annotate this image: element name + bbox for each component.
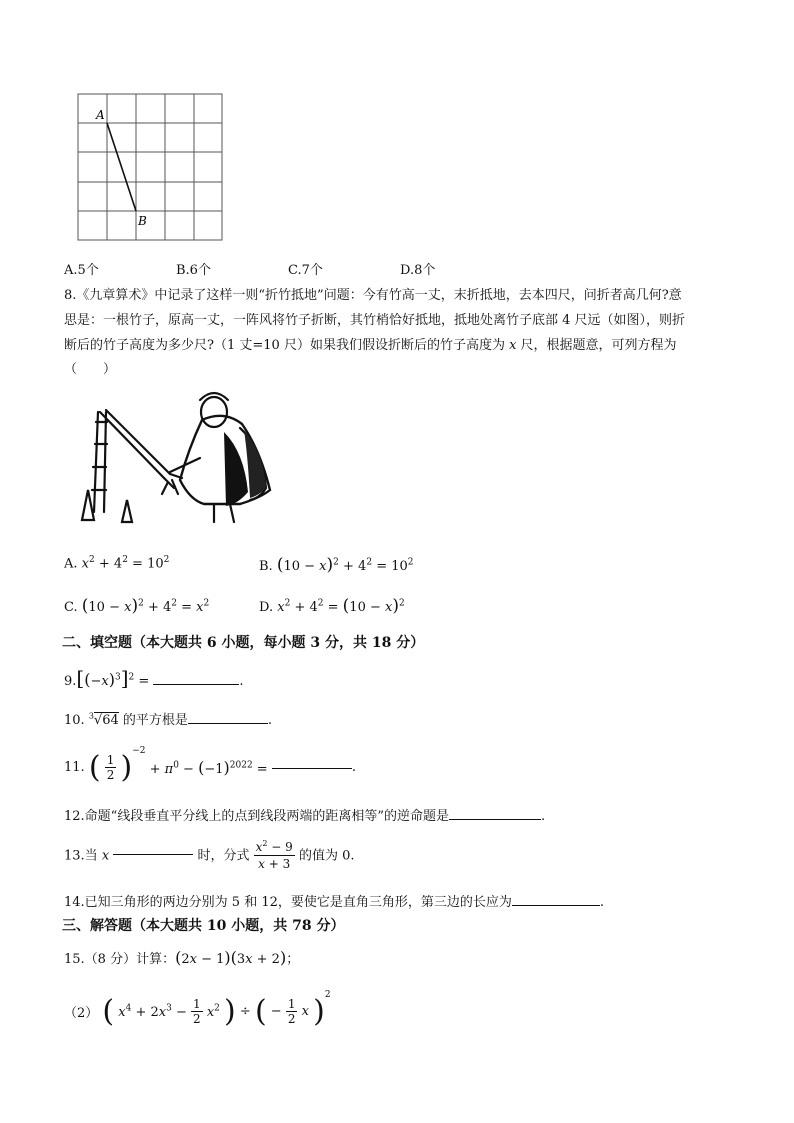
q7-option-d: D.8个 xyxy=(400,263,436,278)
q7-option-a: A.5个 xyxy=(64,263,99,278)
q8-line3: 断后的竹子高度为多少尺?（1 丈=10 尺）如果我们假设折断后的竹子高度为 x 尺，根据题意，可列方程为 xyxy=(64,338,677,353)
section3-title: 三、解答题（本大题共 10 小题，共 78 分） xyxy=(62,918,345,934)
q11: 11. ( $\frac{1}{2}$ )$^{-2} + \pi^0 - (-1)^{2022}$ = . xyxy=(64,746,356,785)
q15: 15.（8 分）计算：(2x − 1)(3x + 2)； xyxy=(64,948,300,967)
q7-option-c: C.7个 xyxy=(288,263,323,278)
point-b-label: B xyxy=(138,214,147,228)
q10: 10. $^3$√64 的平方根是 . xyxy=(64,711,273,728)
q9: $9.[(-x)^3]^2$ = . xyxy=(64,666,244,690)
q13: 13.当 x 时，分式 $\frac{x^2 - 9}{x + 3}$ 的值为 0. xyxy=(64,836,354,876)
q8-option-a: A. $x^2 + 4^2 = 10^2$ xyxy=(64,555,170,572)
q8-option-d: D. $x^2 + 4^2 = (10 - x)^2$ xyxy=(259,596,405,616)
section2-title: 二、填空题（本大题共 6 小题，每小题 3 分，共 18 分） xyxy=(62,635,425,651)
q7-option-b: B.6个 xyxy=(176,263,211,278)
q15-part2: （2） ( $x^4 + 2x^3$ − $\frac{1}{2}$ $x^2$ ) ÷ ( − $\frac{1}{2}$ x )$^2$ xyxy=(64,990,331,1029)
q8-option-c: C. $(10 - x)^2 + 4^2 = x^2$ xyxy=(64,596,210,616)
q8-line1: 8.《九章算术》中记录了这样一则“折竹抵地”问题：今有竹高一丈，末折抵地，去本四尺，问折者高几何?意 xyxy=(64,288,682,303)
bamboo-illustration xyxy=(74,382,286,542)
q8-answer-paren: （ ） xyxy=(64,362,117,377)
q12: 12.命题“线段垂直平分线上的点到线段两端的距离相等”的逆命题是 . xyxy=(64,809,546,824)
q14: 14.已知三角形的两边分别为 5 和 12，要使它是直角三角形，第三边的长应为 . xyxy=(64,895,605,910)
point-a-label: A xyxy=(96,108,105,122)
grid-figure xyxy=(74,92,224,244)
q8-option-b: B. $(10 - x)^2 + 4^2 = 10^2$ xyxy=(259,555,414,575)
q8-line2: 思是：一根竹子，原高一丈，一阵风将竹子折断，其竹梢恰好抵地，抵地处离竹子底部 4 尺远（如图），则折 xyxy=(64,313,686,328)
